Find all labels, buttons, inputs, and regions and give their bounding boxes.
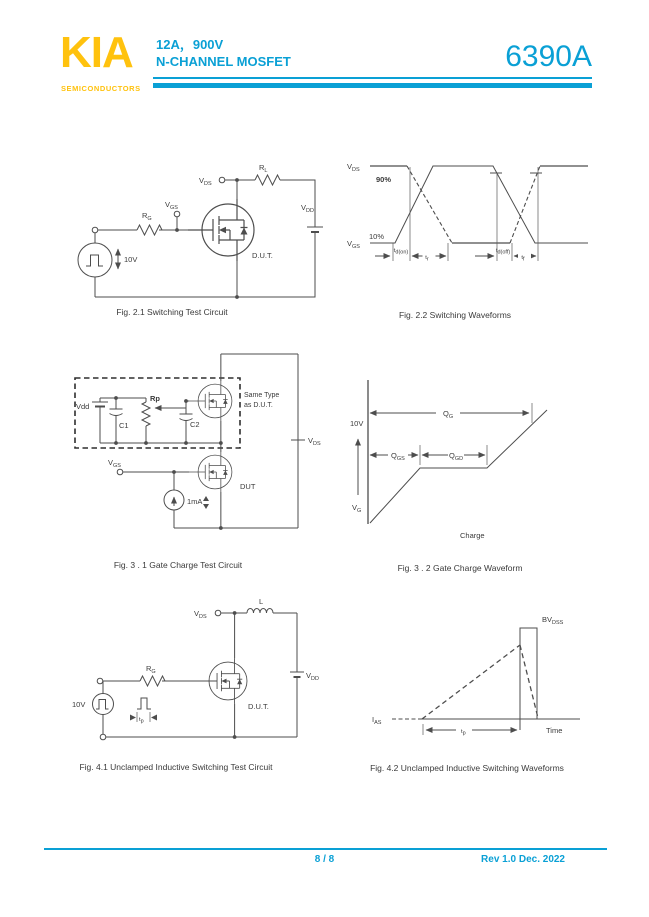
spec-rating: 12A，900V xyxy=(156,37,224,52)
label-vg: $V_G$ xyxy=(352,503,362,514)
figure-caption: Fig. 3 . 1 Gate Charge Test Circuit xyxy=(113,560,243,570)
label-1ma: 1mA xyxy=(187,497,203,506)
label-time: Time xyxy=(546,726,563,735)
waveform-labels xyxy=(350,409,485,540)
resistor-rg xyxy=(137,225,162,235)
spec-type: N-CHANNEL MOSFET xyxy=(156,54,291,69)
label-10pct: 10% xyxy=(369,232,385,241)
fig-2-2-switching-waveforms xyxy=(345,153,595,271)
kia-logo-subtitle: SEMICONDUCTORS xyxy=(61,84,141,93)
fig-2-1-switching-test-circuit xyxy=(55,150,335,310)
vds-terminal xyxy=(215,610,221,616)
potentiometer-rp xyxy=(142,402,150,426)
capacitor-c1 xyxy=(110,409,123,416)
vds-terminal xyxy=(219,177,225,183)
label-vdd: $V_{DD}$ xyxy=(306,671,319,682)
waveform-labels xyxy=(372,615,564,737)
page-number: 8 / 8 xyxy=(314,854,335,865)
label-vdd: Vdd xyxy=(76,402,90,411)
label-tp: tp xyxy=(461,729,466,737)
figure-caption: Fig. 4.1 Unclamped Inductive Switching Test Circuit xyxy=(79,762,273,772)
vgs-terminal xyxy=(174,211,180,217)
label-tr: tr xyxy=(425,255,429,263)
current-ramp xyxy=(422,645,538,719)
figure-caption: Fig. 3 . 2 Gate Charge Waveform xyxy=(397,563,523,573)
label-10v: 10V xyxy=(350,419,364,428)
label-vgs: $V_{GS}$ xyxy=(108,458,121,469)
label-td-on: td(on) xyxy=(393,248,409,256)
mosfet-dut xyxy=(189,452,232,492)
circuit-wires xyxy=(93,609,305,740)
waveform-traces xyxy=(370,166,588,261)
pulse-glyph xyxy=(86,255,103,266)
header-rule-thick xyxy=(153,83,592,88)
label-rp: Rp xyxy=(150,394,160,403)
label-td-off: td(off) xyxy=(495,248,511,256)
return-terminal xyxy=(100,734,106,740)
label-tf: tf xyxy=(521,255,525,263)
waveform-traces xyxy=(392,628,580,735)
label-10v: 10V xyxy=(72,700,86,709)
label-rl: $R_L$ xyxy=(259,163,268,174)
label-10v: 10V xyxy=(124,255,138,264)
mosfet-dut xyxy=(199,658,247,703)
part-number: 6390A xyxy=(505,40,592,73)
label-vds: $V_{DS}$ xyxy=(199,176,212,187)
revision-text: Rev 1.0 Dec. 2022 xyxy=(481,854,565,865)
label-dut: D.U.T. xyxy=(252,251,273,260)
label-charge: Charge xyxy=(460,531,485,540)
label-tp: tp xyxy=(139,717,144,725)
fig-4-1-uis-test-circuit xyxy=(58,595,338,755)
label-vds: $V_{DS}$ xyxy=(194,609,207,620)
fig-3-2-gate-charge-waveform xyxy=(350,362,600,547)
label-qgd: $Q_{GD}$ xyxy=(449,451,464,462)
resistor-rl xyxy=(255,175,280,185)
pulse-generator xyxy=(78,243,112,277)
figure-caption: Fig. 2.1 Switching Test Circuit xyxy=(116,307,228,317)
label-c1: C1 xyxy=(119,421,129,430)
label-vds: $V_{DS}$ xyxy=(347,162,360,173)
label-dut: DUT xyxy=(240,482,256,491)
circuit-wires xyxy=(78,175,323,299)
label-qgs: $Q_{GS}$ xyxy=(391,451,405,462)
device-spec xyxy=(156,36,291,70)
label-rg: $R_G$ xyxy=(142,211,152,222)
fig-4-2-uis-waveforms xyxy=(352,605,602,745)
label-vdd: $V_{DD}$ xyxy=(301,203,314,214)
waveform-labels xyxy=(347,162,525,263)
label-bvdss: $BV_{DSS}$ xyxy=(542,615,564,626)
pulse-glyph xyxy=(96,700,109,710)
gate-charge-curve xyxy=(370,410,547,523)
label-same-type-2: as D.U.T. xyxy=(244,402,273,409)
label-same-type-1: Same Type xyxy=(244,392,280,399)
mosfet-dut xyxy=(188,199,254,261)
fig-3-1-gate-charge-test-circuit xyxy=(58,348,338,563)
input-terminal xyxy=(92,227,98,233)
label-90pct: 90% xyxy=(376,175,392,184)
footer-rule xyxy=(44,848,607,850)
circuit-labels xyxy=(72,597,319,725)
label-l: L xyxy=(259,597,264,606)
kia-logo: KIA xyxy=(60,28,133,77)
resistor-rg xyxy=(140,676,165,686)
inductor-l xyxy=(247,609,273,614)
label-ias: $I_{AS}$ xyxy=(372,715,382,726)
figure-caption: Fig. 2.2 Switching Waveforms xyxy=(398,310,512,320)
input-terminal xyxy=(97,678,103,684)
circuit-labels xyxy=(124,163,314,264)
label-vgs: $V_{GS}$ xyxy=(347,239,360,250)
label-dut: D.U.T. xyxy=(248,702,269,711)
label-c2: C2 xyxy=(190,420,200,429)
figure-caption: Fig. 4.2 Unclamped Inductive Switching Waveforms xyxy=(370,763,564,773)
mosfet-same-type xyxy=(189,381,232,421)
label-vds: $V_{DS}$ xyxy=(308,436,321,447)
vgs-terminal xyxy=(117,469,123,475)
label-qg: $Q_G$ xyxy=(443,409,454,420)
header-rule-thin xyxy=(153,77,592,79)
label-rg: $R_G$ xyxy=(146,664,156,675)
gate-pulse-glyph xyxy=(137,698,151,709)
vds-trace xyxy=(370,166,588,243)
pulse-generator xyxy=(93,694,114,715)
label-vgs: $V_{GS}$ xyxy=(165,200,178,211)
vgs-trace xyxy=(370,166,588,243)
